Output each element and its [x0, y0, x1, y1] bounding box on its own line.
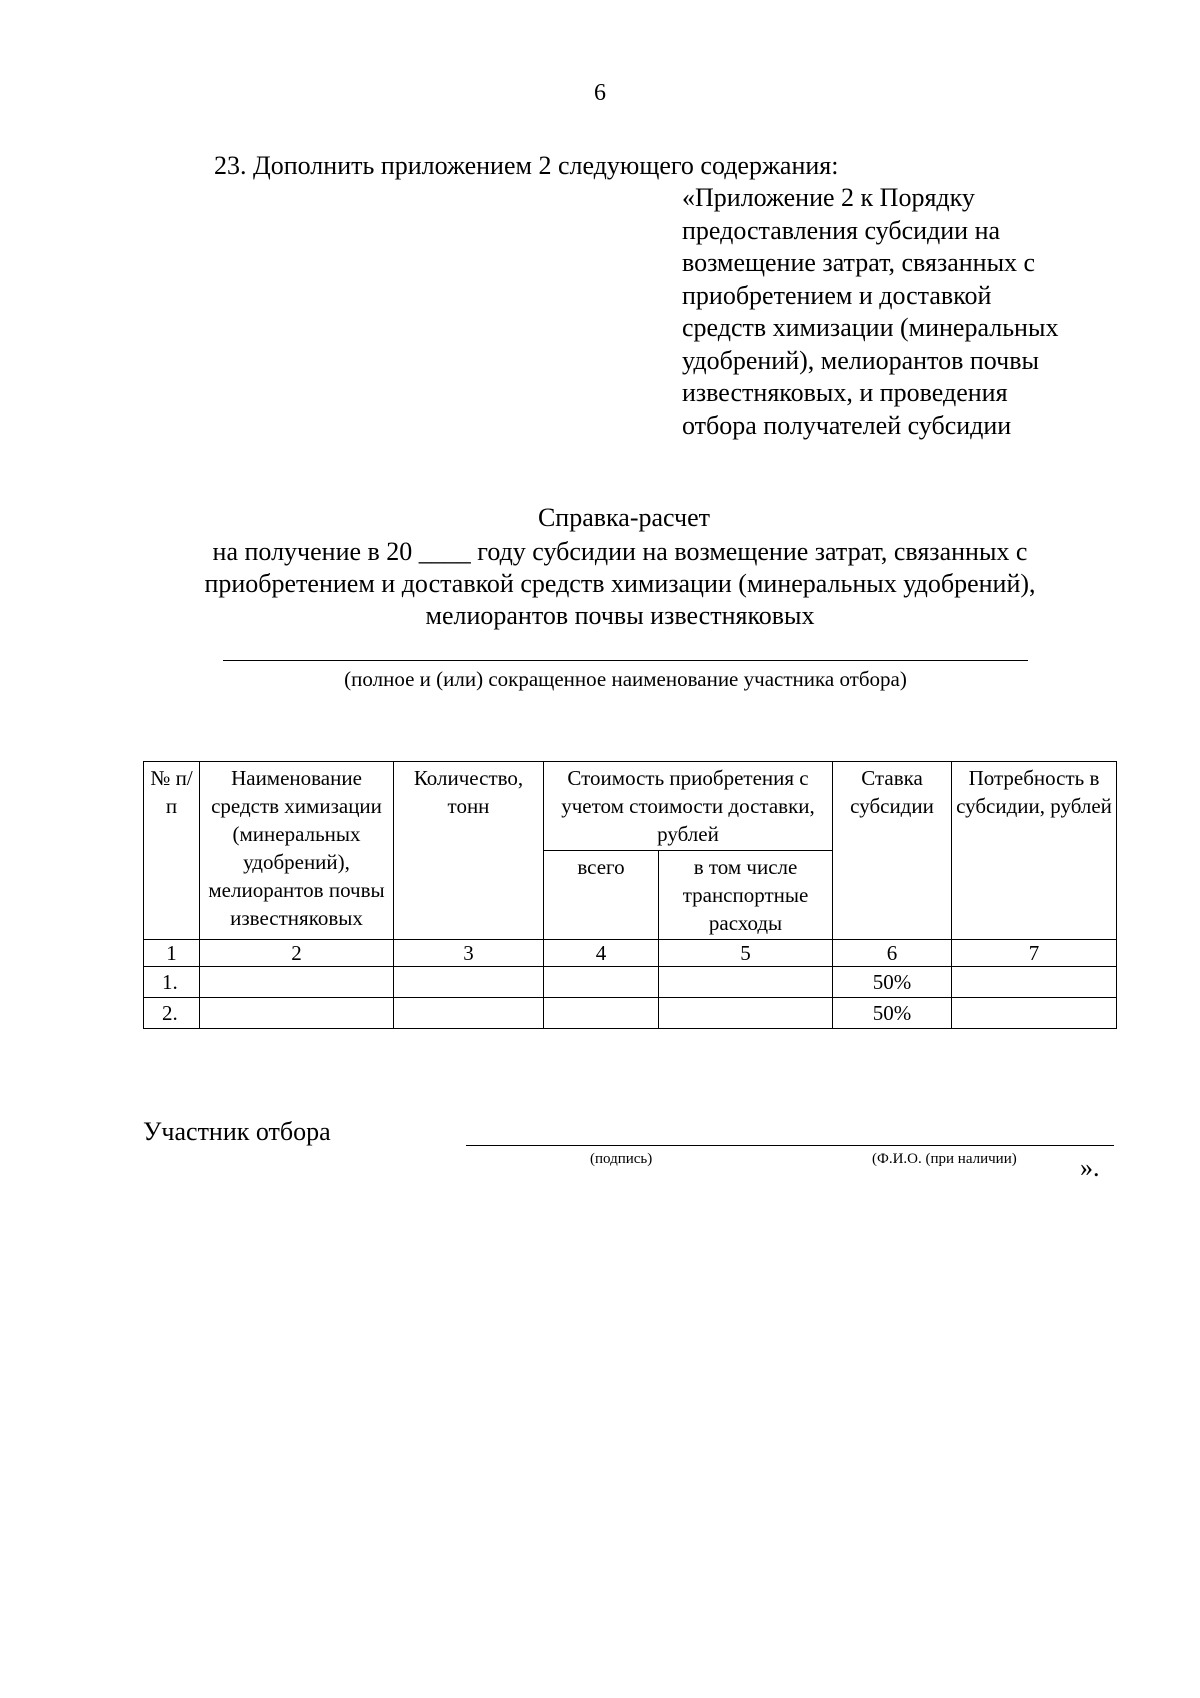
row-name-cell: [200, 967, 394, 998]
header-quantity: Количество, тонн: [394, 762, 544, 940]
row-quantity-cell: [394, 998, 544, 1029]
appendix-line: известняковых, и проведения: [682, 378, 1008, 407]
signature-line: [466, 1145, 1114, 1146]
subtitle-line: мелиорантов почвы известняковых: [425, 601, 815, 630]
row-number: 1.: [144, 967, 200, 998]
column-index: 5: [659, 940, 833, 967]
appendix-line: предоставления субсидии на: [682, 215, 1001, 245]
row-number: 2.: [144, 998, 200, 1029]
instruction-text: 23. Дополнить приложением 2 следующего содержания:: [214, 151, 839, 180]
appendix-line: приобретением и доставкой: [682, 280, 992, 310]
header-number: № п/п: [144, 762, 200, 940]
subtitle-line: на получение в 20 ____ году субсидии на возмещение затрат, связанных с: [212, 537, 1028, 566]
appendix-reference: [682, 182, 1152, 442]
table-row: [144, 967, 1117, 998]
row-cost-transport-cell: [659, 967, 833, 998]
column-index: 7: [952, 940, 1117, 967]
row-rate-cell: 50%: [833, 967, 952, 998]
document-title: Справка-расчет: [537, 503, 711, 532]
column-index: 3: [394, 940, 544, 967]
row-cost-total-cell: [544, 998, 659, 1029]
row-quantity-cell: [394, 967, 544, 998]
header-need: Потребность в субсидии, рублей: [952, 762, 1117, 940]
fio-caption: (Ф.И.О. (при наличии): [872, 1151, 1017, 1167]
header-cost-total: всего: [544, 851, 659, 940]
participant-name-line: [223, 660, 1028, 661]
appendix-line: отбора получателей субсидии: [682, 410, 1012, 440]
column-index: 4: [544, 940, 659, 967]
participant-name-caption: (полное и (или) сокращенное наименование участника отбора): [344, 667, 907, 691]
row-cost-total-cell: [544, 967, 659, 998]
row-rate-cell: 50%: [833, 998, 952, 1029]
table-header-row: [144, 762, 1117, 851]
table-row: [144, 998, 1117, 1029]
row-cost-transport-cell: [659, 998, 833, 1029]
column-index-row: [144, 940, 1117, 967]
column-index: 6: [833, 940, 952, 967]
row-need-cell: [952, 998, 1117, 1029]
column-index: 2: [200, 940, 394, 967]
header-name: Наименование средств химизации (минеральных удобрений), мелиорантов почвы известняковых: [200, 762, 394, 940]
row-name-cell: [200, 998, 394, 1029]
page-number: 6: [594, 80, 606, 106]
header-cost-transport: в том числе транспортные расходы: [659, 851, 833, 940]
signature-caption: (подпись): [590, 1151, 653, 1167]
closing-quote: ».: [1080, 1153, 1100, 1182]
header-rate: Ставка субсидии: [833, 762, 952, 940]
column-index: 1: [144, 940, 200, 967]
subtitle-line: приобретением и доставкой средств химизации (минеральных удобрений),: [204, 569, 1036, 598]
signature-label: Участник отбора: [143, 1117, 331, 1146]
calculation-table: [143, 761, 1117, 1029]
header-cost: Стоимость приобретения с учетом стоимости доставки, рублей: [544, 762, 833, 851]
appendix-line: удобрений), мелиорантов почвы: [682, 345, 1039, 375]
row-need-cell: [952, 967, 1117, 998]
appendix-line: «Приложение 2 к Порядку: [682, 183, 975, 212]
appendix-line: средств химизации (минеральных: [682, 313, 1059, 342]
appendix-line: возмещение затрат, связанных с: [682, 248, 1036, 277]
document-subtitle: [130, 536, 1110, 632]
